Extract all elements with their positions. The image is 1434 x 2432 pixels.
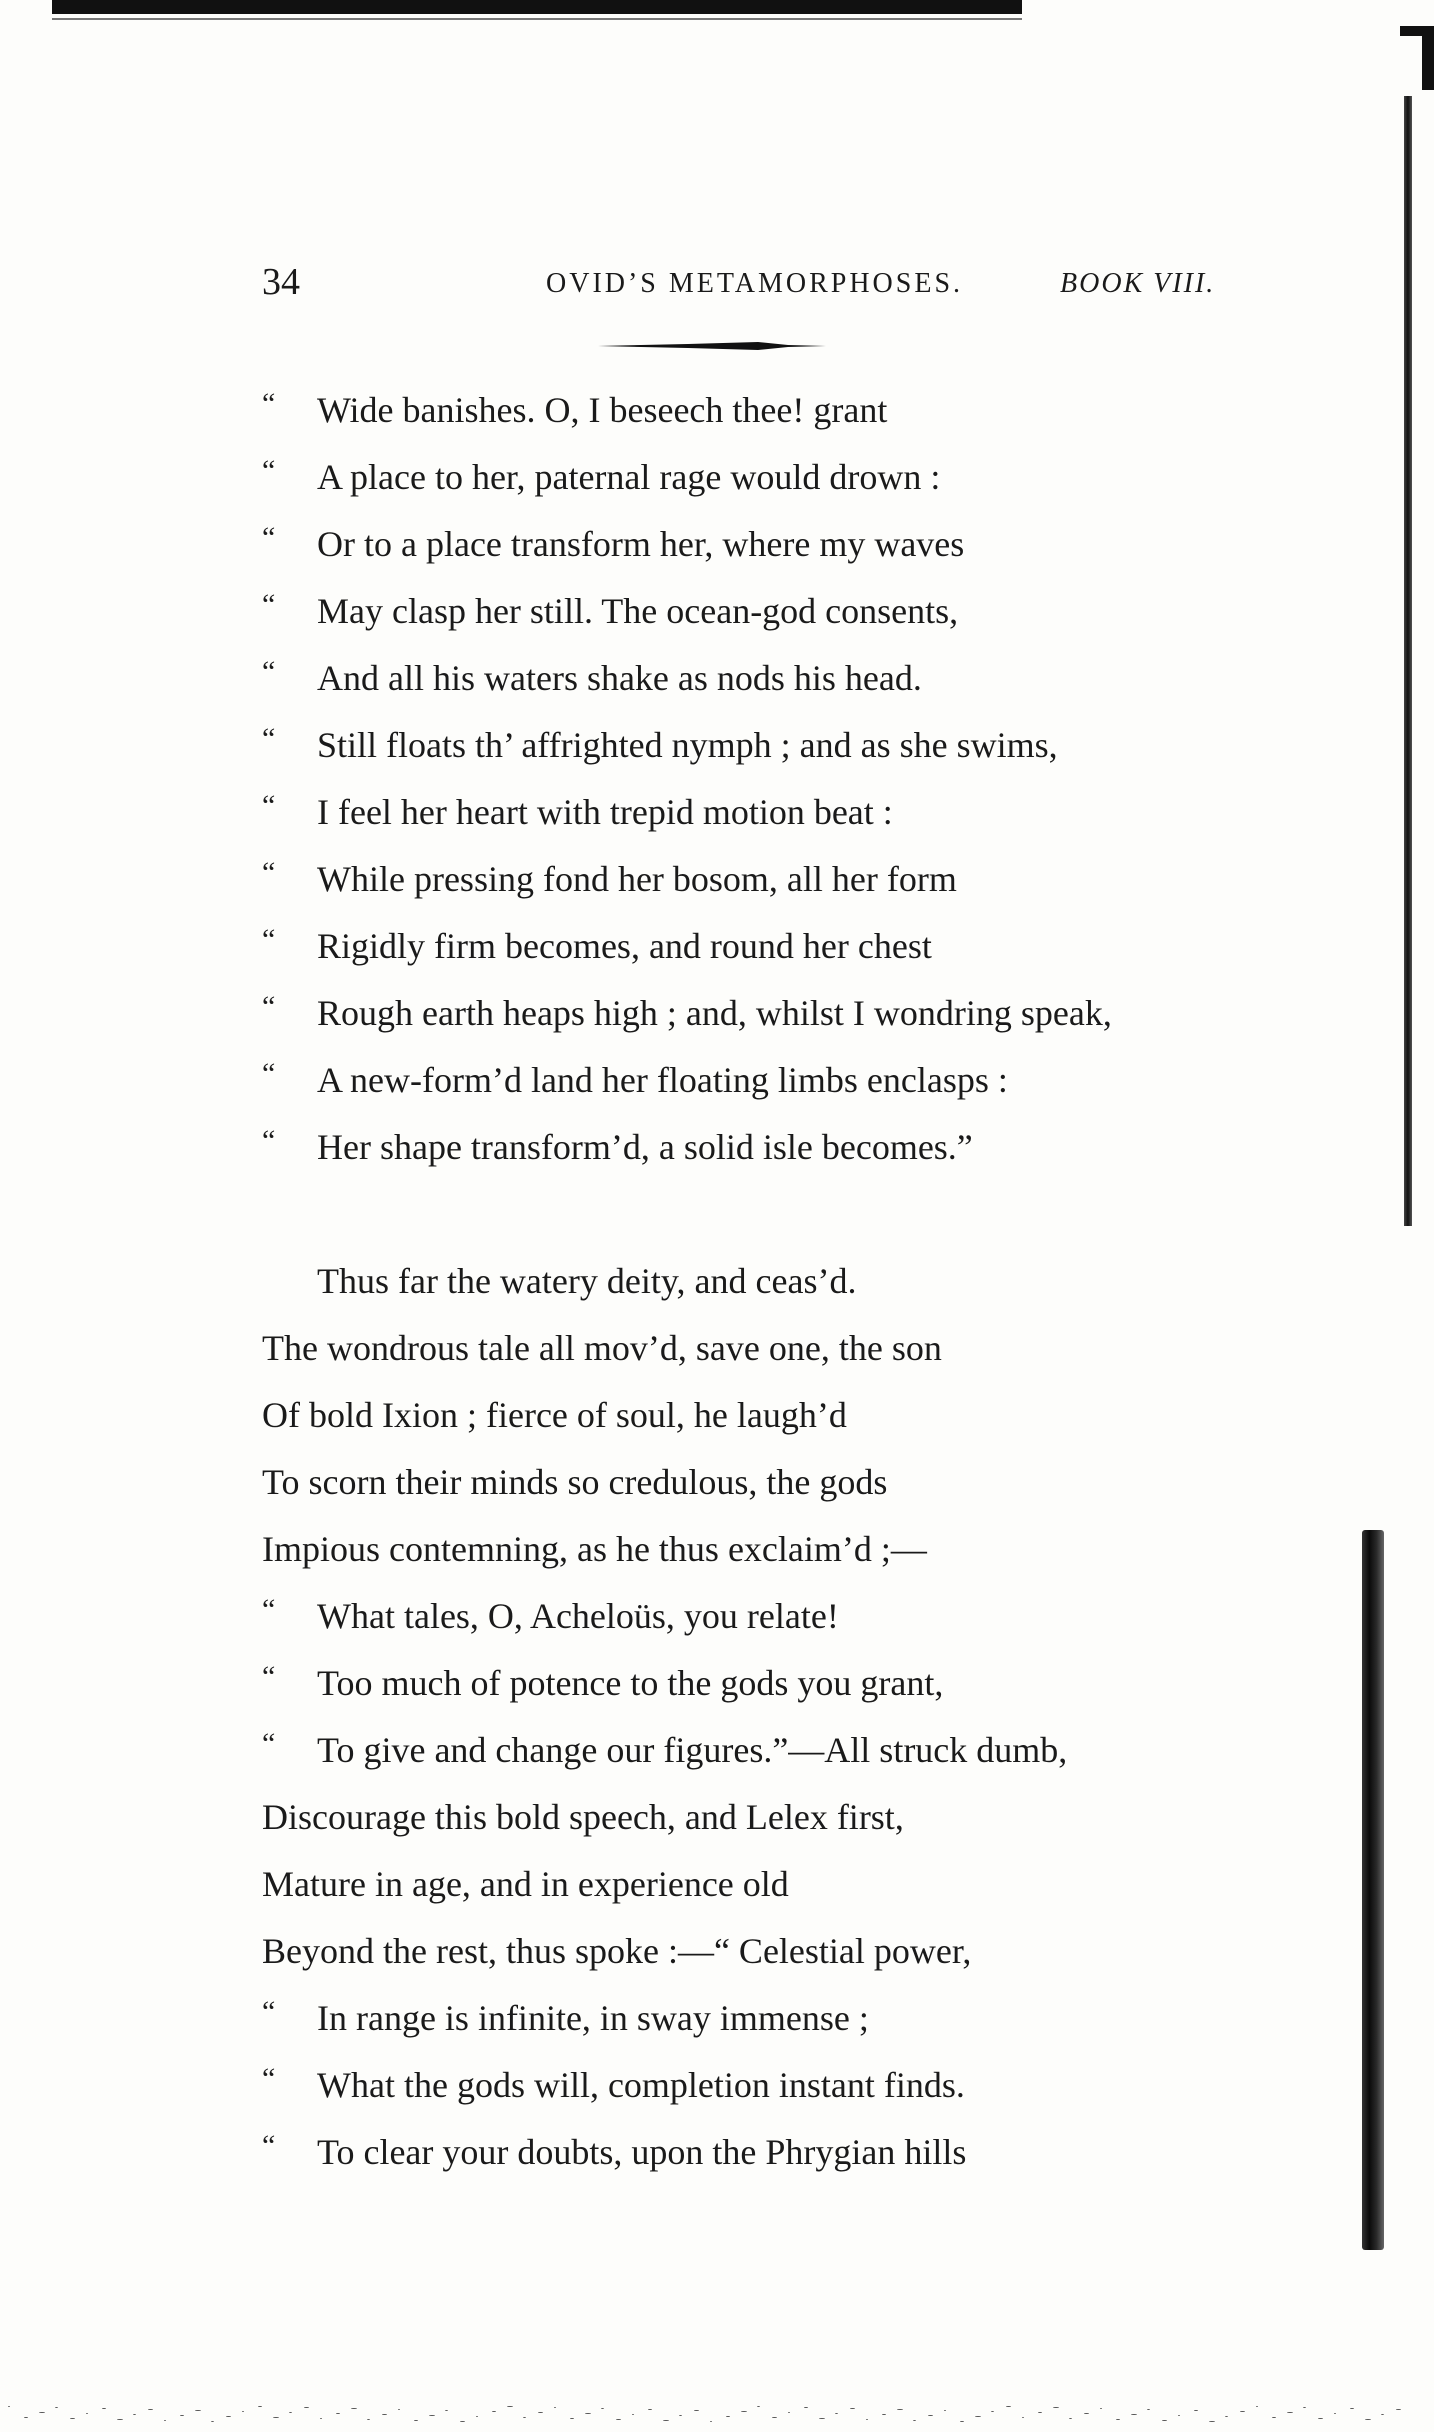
scan-speck bbox=[351, 2408, 357, 2409]
verse-line: “ What tales, O, Acheloüs, you relate! bbox=[262, 1588, 1322, 1655]
verse-line: “ And all his waters shake as nods his head. bbox=[262, 650, 1322, 717]
scan-speck bbox=[694, 2410, 699, 2411]
scan-speck bbox=[86, 2413, 88, 2414]
scan-speck bbox=[882, 2414, 886, 2415]
scan-speck bbox=[741, 2411, 747, 2412]
page-number: 34 bbox=[262, 261, 300, 303]
scan-speck bbox=[1131, 2414, 1137, 2415]
scan-speck bbox=[226, 2416, 231, 2417]
scan-speck bbox=[382, 2414, 387, 2415]
scan-speck bbox=[258, 2406, 262, 2407]
scan-speck bbox=[1381, 2414, 1384, 2415]
scan-speck bbox=[1162, 2420, 1167, 2421]
scan-speck bbox=[726, 2416, 730, 2417]
scan-speck bbox=[601, 2408, 604, 2409]
running-title: OVID’S METAMORPHOSES. bbox=[546, 268, 964, 299]
scan-speck bbox=[1147, 2409, 1150, 2410]
scan-speck bbox=[928, 2415, 933, 2416]
verse-line: Thus far the watery deity, and ceas’d. bbox=[317, 1261, 857, 1301]
verse-line: “ Wide banishes. O, I beseech thee! grant bbox=[262, 382, 1322, 449]
scan-speck bbox=[429, 2415, 435, 2416]
scan-speck bbox=[180, 2415, 184, 2416]
scan-speck bbox=[133, 2414, 136, 2415]
scan-speck bbox=[554, 2407, 556, 2408]
scan-speck bbox=[772, 2417, 777, 2418]
scan-speck bbox=[1178, 2415, 1180, 2416]
verse-line: “ To clear your doubts, upon the Phrygian hills bbox=[262, 2124, 1322, 2191]
scan-speck bbox=[648, 2409, 652, 2410]
scan-speck bbox=[585, 2413, 591, 2414]
scan-speck bbox=[195, 2410, 201, 2411]
scan-speck bbox=[304, 2407, 309, 2408]
scan-speck bbox=[1287, 2412, 1293, 2413]
verse-line: “ A place to her, paternal rage would drown : bbox=[262, 449, 1322, 516]
scan-speck bbox=[1318, 2418, 1323, 2419]
scan-speck bbox=[320, 2418, 322, 2419]
scan-speck bbox=[492, 2411, 496, 2412]
verse-line: To scorn their minds so credulous, the gods bbox=[262, 1462, 888, 1502]
scan-speck bbox=[897, 2409, 903, 2410]
scan-speck bbox=[8, 2406, 10, 2407]
scan-speck bbox=[273, 2417, 279, 2418]
scan-speck bbox=[336, 2413, 340, 2414]
scan-speck bbox=[663, 2420, 669, 2421]
scan-speck bbox=[1303, 2407, 1306, 2408]
scan-speck bbox=[1053, 2407, 1059, 2408]
scan-speck bbox=[1240, 2411, 1245, 2412]
verse-line: “ What the gods will, completion instant finds. bbox=[262, 2057, 1322, 2124]
verse-line: Mature in age, and in experience old bbox=[262, 1864, 789, 1904]
scan-speck bbox=[1038, 2412, 1042, 2413]
scan-speck bbox=[757, 2406, 760, 2407]
scan-speck bbox=[1365, 2419, 1371, 2420]
verse-line: “ Too much of potence to the gods you grant, bbox=[262, 1655, 1322, 1722]
scan-speck bbox=[570, 2418, 574, 2419]
scan-speck bbox=[1006, 2406, 1011, 2407]
scan-speck bbox=[710, 2421, 712, 2422]
scan-speck bbox=[960, 2421, 964, 2422]
scan-speck bbox=[102, 2408, 106, 2409]
scan-speck bbox=[804, 2407, 808, 2408]
scan-speck bbox=[367, 2419, 370, 2420]
scan-speck bbox=[148, 2409, 153, 2410]
verse-line: Beyond the rest, thus spoke :—“ Celestial power, bbox=[262, 1931, 972, 1971]
scan-speck bbox=[1334, 2413, 1336, 2414]
scan-speck bbox=[1084, 2413, 1089, 2414]
scan-speck bbox=[242, 2411, 244, 2412]
scan-speck bbox=[679, 2415, 682, 2416]
book-label: BOOK VIII. bbox=[1060, 268, 1216, 299]
top-border-rule bbox=[52, 0, 1022, 14]
scan-speck bbox=[117, 2419, 123, 2420]
stanza-gap bbox=[262, 1186, 1322, 1253]
verse-line: “ While pressing fond her bosom, all her form bbox=[262, 851, 1322, 918]
top-border-thin-rule bbox=[52, 18, 1022, 20]
scan-speck bbox=[913, 2420, 916, 2421]
verse-line: “ A new-form’d land her floating limbs enclasps : bbox=[262, 1052, 1322, 1119]
page-header bbox=[262, 258, 1282, 306]
verse-line: “ Her shape transform’d, a solid isle becomes.” bbox=[262, 1119, 1322, 1186]
scan-speck bbox=[991, 2411, 994, 2412]
scan-speck bbox=[289, 2412, 292, 2413]
scan-speck bbox=[398, 2409, 400, 2410]
scan-speck bbox=[1350, 2408, 1354, 2409]
verse-line: “ Or to a place transform her, where my waves bbox=[262, 516, 1322, 583]
scan-speck bbox=[866, 2419, 868, 2420]
scan-speck bbox=[819, 2418, 825, 2419]
verse-line: Of bold Ixion ; fierce of soul, he laugh’d bbox=[262, 1395, 847, 1435]
scan-speck bbox=[445, 2410, 448, 2411]
scan-speck bbox=[24, 2417, 28, 2418]
scan-speck bbox=[616, 2419, 621, 2420]
scan-speck bbox=[975, 2416, 981, 2417]
scan-speck bbox=[55, 2407, 58, 2408]
verse-line: Impious contemning, as he thus exclaim’d ;— bbox=[262, 1529, 927, 1569]
scan-speck bbox=[164, 2420, 166, 2421]
scan-speck bbox=[538, 2412, 543, 2413]
scan-speck bbox=[1209, 2421, 1215, 2422]
verse-line: The wondrous tale all mov’d, save one, the son bbox=[262, 1328, 942, 1368]
verse-line: “ Still floats th’ affrighted nymph ; and as she swims, bbox=[262, 717, 1322, 784]
scan-speck bbox=[211, 2421, 214, 2422]
stanza-1 bbox=[262, 382, 1322, 1186]
binding-shadow-lower bbox=[1362, 1530, 1384, 2250]
scan-speck bbox=[1272, 2417, 1276, 2418]
verse-line: “ I feel her heart with trepid motion beat : bbox=[262, 784, 1322, 851]
scan-speck bbox=[1225, 2416, 1228, 2417]
scan-speck bbox=[70, 2418, 75, 2419]
scan-speck bbox=[39, 2412, 45, 2413]
verse-line: “ May clasp her still. The ocean-god consents, bbox=[262, 583, 1322, 650]
poem-text bbox=[262, 382, 1322, 2191]
verse-line: Discourage this bold speech, and Lelex first, bbox=[262, 1797, 904, 1837]
bottom-edge-specks bbox=[0, 2398, 1434, 2432]
scan-speck bbox=[1022, 2417, 1024, 2418]
binding-shadow-upper bbox=[1404, 96, 1412, 1226]
scan-speck bbox=[476, 2416, 478, 2417]
scan-speck bbox=[460, 2421, 465, 2422]
verse-line: “ Rigidly firm becomes, and round her chest bbox=[262, 918, 1322, 985]
verse-line: “ In range is infinite, in sway immense ; bbox=[262, 1990, 1322, 2057]
verse-line: “ Rough earth heaps high ; and, whilst I wondring speak, bbox=[262, 985, 1322, 1052]
scan-speck bbox=[944, 2410, 946, 2411]
scan-speck bbox=[1396, 2409, 1401, 2410]
scan-speck bbox=[507, 2406, 513, 2407]
scan-speck bbox=[632, 2414, 634, 2415]
scan-speck bbox=[523, 2417, 526, 2418]
scan-speck bbox=[1116, 2419, 1120, 2420]
stanza-2 bbox=[262, 1253, 1322, 2191]
scan-speck bbox=[1100, 2408, 1102, 2409]
scan-speck bbox=[1069, 2418, 1072, 2419]
ornament-rule bbox=[598, 340, 826, 352]
scan-speck bbox=[1256, 2406, 1258, 2407]
scan-speck bbox=[850, 2408, 855, 2409]
scan-speck bbox=[1194, 2410, 1198, 2411]
verse-line: “ To give and change our figures.”—All struck dumb, bbox=[262, 1722, 1322, 1789]
binding-edge-mark bbox=[1400, 26, 1434, 90]
scan-speck bbox=[414, 2420, 418, 2421]
scan-speck bbox=[788, 2412, 790, 2413]
scan-speck bbox=[835, 2413, 838, 2414]
